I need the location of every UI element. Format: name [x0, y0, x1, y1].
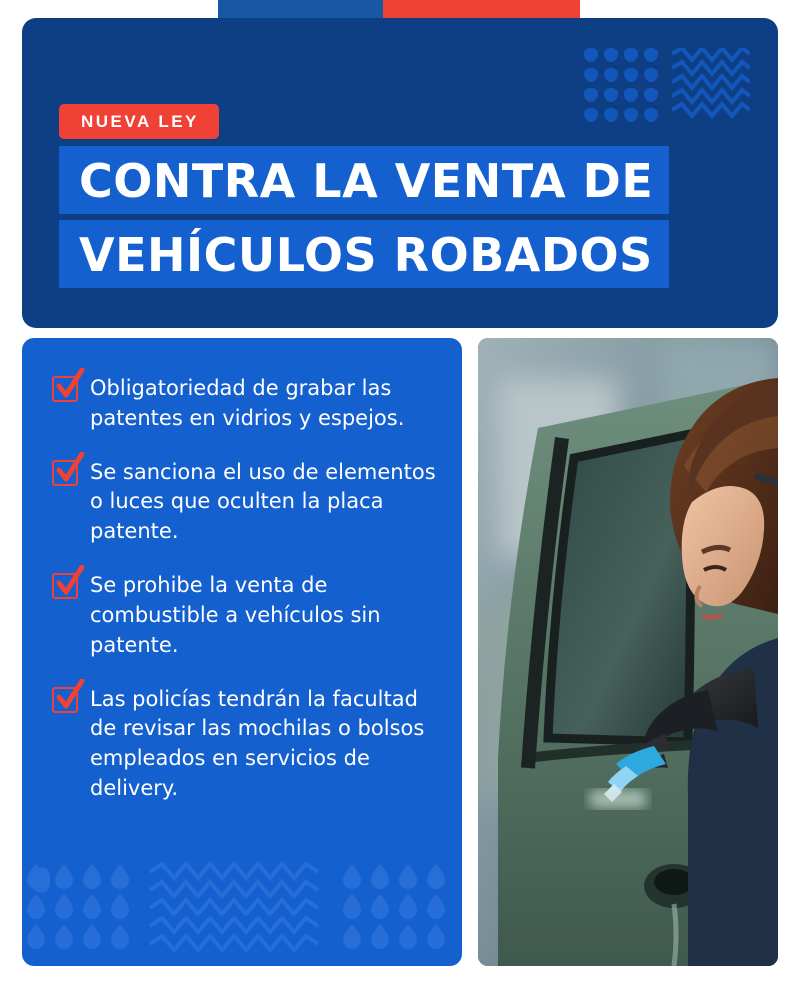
measures-list — [22, 338, 462, 804]
list-item — [52, 374, 440, 434]
badge-nueva-ley: NUEVA LEY — [59, 104, 219, 139]
stripe-white-right — [580, 0, 800, 18]
list-item — [52, 458, 440, 547]
list-item — [52, 685, 440, 804]
measures-list-card — [22, 338, 462, 966]
photo-illustration — [478, 338, 778, 966]
stripe-red — [383, 0, 580, 18]
photo-engraving-plate — [478, 338, 778, 966]
stripe-white-left — [0, 0, 218, 18]
header-card — [22, 18, 778, 328]
list-item — [52, 571, 440, 660]
dots-pattern-icon — [584, 48, 658, 124]
page-title — [59, 146, 719, 294]
waves-pattern-icon — [672, 48, 750, 124]
top-accent-stripes — [0, 0, 800, 18]
check-icon — [52, 460, 78, 486]
check-icon — [52, 573, 78, 599]
content-row — [22, 338, 778, 966]
stripe-blue — [218, 0, 383, 18]
list-item-label: Obligatoriedad de grabar las patentes en vidrios y espejos. — [90, 376, 405, 430]
list-item-label: Las policías tendrán la facultad de revisar las mochilas o bolsos empleados en servicios de delivery. — [90, 686, 425, 800]
page-title-line-1: CONTRA LA VENTA DE — [59, 146, 669, 214]
list-item-label: Se sanciona el uso de elementos o luces que oculten la placa patente. — [90, 459, 436, 544]
page-title-line-2: VEHÍCULOS ROBADOS — [59, 220, 669, 288]
header-decoration — [584, 48, 750, 124]
check-icon — [52, 376, 78, 402]
list-item-label: Se prohibe la venta de combustible a vehículos sin patente. — [90, 573, 381, 657]
check-icon — [52, 687, 78, 713]
bottom-decoration — [22, 856, 462, 966]
